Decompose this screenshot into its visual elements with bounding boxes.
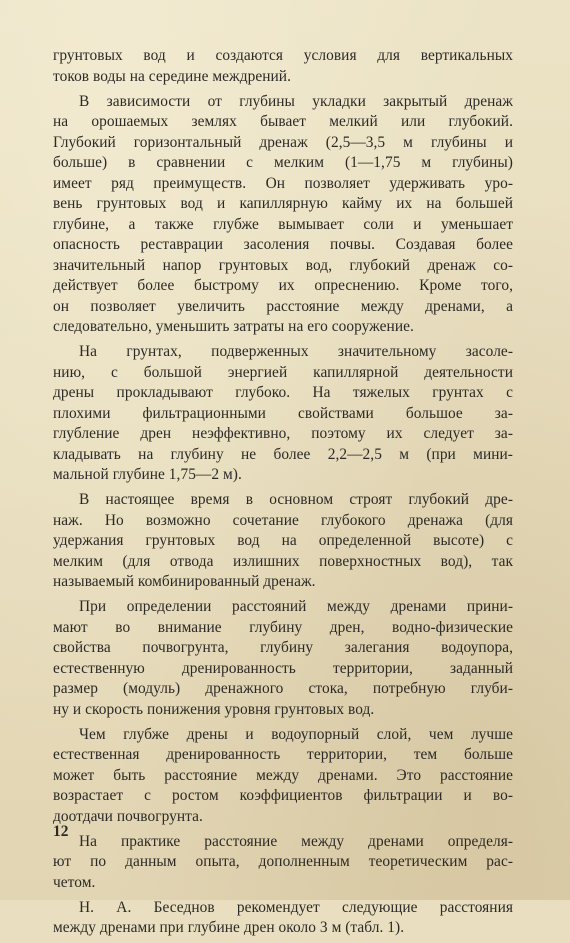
text-line: нию, с большой энергией капиллярной деятельности xyxy=(53,363,513,381)
page-number: 12 xyxy=(53,823,69,840)
text-line: между дренами при глубине дрен около 3 м (табл. 1). xyxy=(53,919,405,936)
text-line: значительный напор грунтовых вод, глубокий дренаж со- xyxy=(53,256,513,274)
body-text xyxy=(53,46,513,943)
text-line: токов воды на середине междрений. xyxy=(53,67,291,85)
paragraph xyxy=(53,92,513,338)
text-line: естественную дренированность территории, заданный xyxy=(53,659,513,677)
text-line: В зависимости от глубины укладки закрытый дренаж xyxy=(79,92,513,110)
text-line: следовательно, уменьшить затраты на его сооружение. xyxy=(53,318,414,335)
paragraph xyxy=(53,832,513,894)
text-line: ну и скорость понижения уровня грунтовых вод. xyxy=(53,700,375,718)
text-line: действует более быстрому их опреснению. Кроме того, xyxy=(53,277,513,294)
text-line: кладывать на глубину не более 2,2—2,5 м (при мини- xyxy=(53,445,513,463)
text-line: грунтовых вод и создаются условия для вертикальных xyxy=(53,47,513,64)
text-line: он позволяет увеличить расстояние между дренами, а xyxy=(53,297,513,315)
text-line: На практике расстояние между дренами определя- xyxy=(79,832,513,850)
text-line: плохими фильтрационными свойствами большое за- xyxy=(53,404,513,422)
text-line: опасность реставрации засоления почвы. Создавая более xyxy=(53,236,513,253)
paragraph xyxy=(53,725,513,828)
text-line: возрастает с ростом коэффициентов фильтрации и во- xyxy=(53,787,513,804)
text-line: называемый комбинированный дренаж. xyxy=(53,573,316,590)
text-line: больше) в сравнении с мелким (1—1,75 м глубины) xyxy=(53,154,513,171)
text-line: размер (модуль) дренажного стока, потребную глуби- xyxy=(53,680,513,697)
text-line: на орошаемых землях бывает мелкий или глубокий. xyxy=(53,113,513,130)
text-line: мелким (для отвода излишних поверхностных вод), так xyxy=(53,552,513,570)
paragraph xyxy=(53,898,513,939)
text-line: свойства почвогрунта, глубину залегания водоупора, xyxy=(53,639,513,656)
text-line: имеет ряд преимуществ. Он позволяет удерживать уро- xyxy=(53,174,513,192)
text-line: мают во внимание глубину дрен, водно-физические xyxy=(53,618,513,636)
text-line: естественная дренированность территории, тем больше xyxy=(53,746,513,763)
text-line: Н. А. Беседнов рекомендует следующие расстояния xyxy=(79,898,513,916)
paragraph xyxy=(53,46,513,87)
text-line: доотдачи почвогрунта. xyxy=(53,807,203,825)
text-line: При определении расстояний между дренами прини- xyxy=(79,598,513,615)
text-line: глубине, а также глубже вымывает соли и уменьшает xyxy=(53,215,513,233)
text-line: дрены прокладывают глубоко. На тяжелых грунтах с xyxy=(53,384,513,401)
text-line: может быть расстояние между дренами. Это расстояние xyxy=(53,766,513,784)
text-line: В настоящее время в основном строят глубокий дре- xyxy=(79,491,513,508)
text-line: глубление дрен неэффективно, поэтому их следует за- xyxy=(53,425,513,442)
paragraph xyxy=(53,597,513,720)
text-line: удержания грунтовых вод на определенной высоте) с xyxy=(53,532,513,549)
text-line: мальной глубине 1,75—2 м). xyxy=(53,466,242,483)
text-line: На грунтах, подверженных значительному засоле- xyxy=(79,343,513,360)
paragraph xyxy=(53,342,513,486)
paragraph xyxy=(53,490,513,593)
text-line: четом. xyxy=(53,873,96,891)
text-line: Чем глубже дрены и водоупорный слой, чем лучше xyxy=(79,725,513,743)
text-line: вень грунтовых вод и капиллярную кайму их на большей xyxy=(53,195,513,212)
text-line: Глубокий горизонтальный дренаж (2,5—3,5 м глубины и xyxy=(53,133,513,151)
text-line: ют по данным опыта, дополненным теоретическим рас- xyxy=(53,853,513,870)
text-line: наж. Но возможно сочетание глубокого дренажа (для xyxy=(53,511,513,529)
